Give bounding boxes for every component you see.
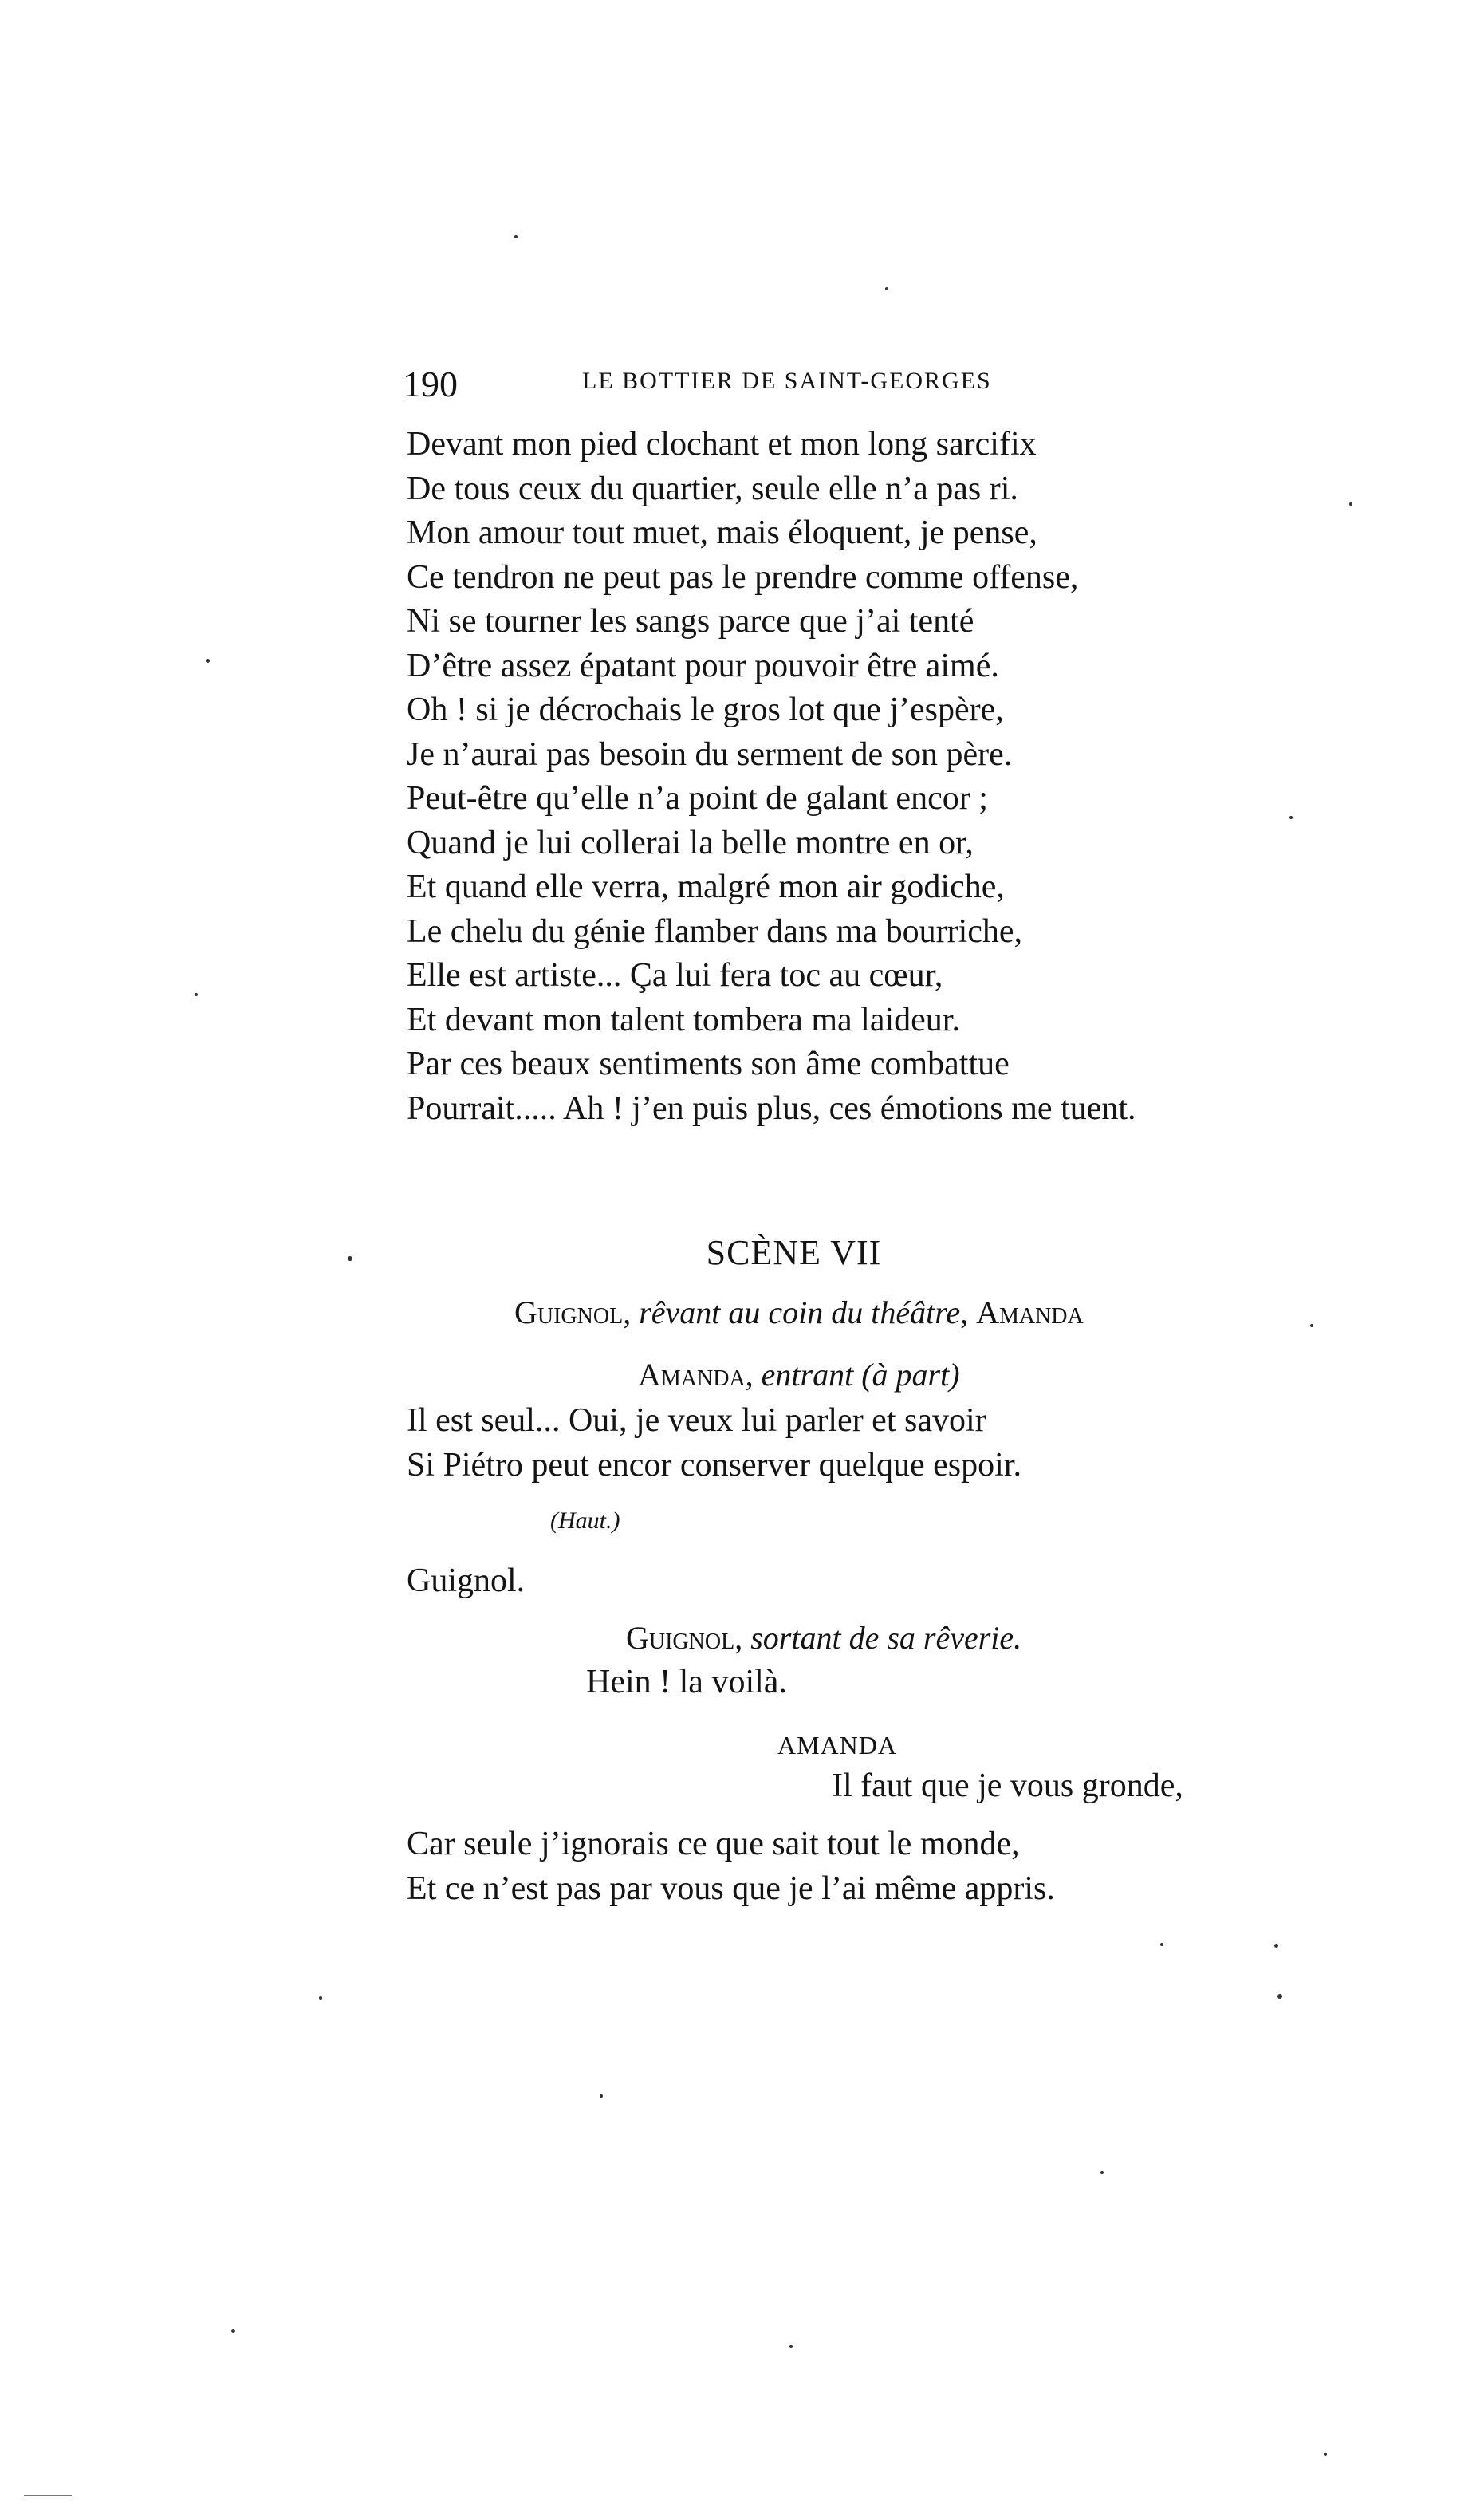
cast-name-amanda: Amanda [976, 1294, 1084, 1330]
scan-speck [1310, 1324, 1313, 1327]
scan-speck [1349, 502, 1352, 506]
page-number: 190 [403, 364, 458, 404]
verse-line: D’être assez épatant pour pouvoir être aimé. [407, 647, 999, 684]
verse-line-guignol-call: Guignol. [407, 1562, 526, 1599]
verse-line: Elle est artiste... Ça lui fera toc au cœur, [407, 957, 943, 994]
scan-speck [1160, 1943, 1163, 1946]
verse-line: Par ces beaux sentiments son âme combattue [407, 1046, 1010, 1082]
speaker-name: Amanda [638, 1357, 746, 1393]
scan-speck [195, 993, 198, 996]
verse-line: Et quand elle verra, malgré mon air godiche, [407, 869, 1005, 905]
verse-line: Car seule j’ignorais ce que sait tout le monde, [407, 1826, 1020, 1862]
scan-speck [789, 2345, 793, 2348]
scan-speck [348, 1256, 352, 1261]
verse-block [407, 423, 1236, 1131]
verse-line: De tous ceux du quartier, seule elle n’a pas ri. [407, 470, 1018, 507]
verse-line: Quand je lui collerai la belle montre en or, [407, 824, 974, 861]
verse-line-reply: Hein ! la voilà. [586, 1664, 787, 1700]
verse-line: Le chelu du génie flamber dans ma bourriche, [407, 912, 1023, 950]
verse-line: Mon amour tout muet, mais éloquent, je pense, [407, 514, 1037, 551]
verse-line: Si Piétro peut encor conserver quelque espoir. [407, 1446, 1021, 1484]
verse-line: Il est seul... Oui, je veux lui parler et savoir [407, 1402, 986, 1439]
scan-speck [1274, 1944, 1278, 1948]
scan-speck [1324, 2453, 1327, 2456]
cast-direction: rêvant au coin du théâtre [639, 1294, 961, 1330]
scene-heading: SCÈNE VII [706, 1233, 882, 1272]
cast-name-guignol: Guignol [514, 1294, 624, 1330]
speaker-direction: entrant (à part) [761, 1357, 960, 1393]
speaker-guignol: Guignol, sortant de sa rêverie. [626, 1620, 1022, 1656]
scan-speck [319, 1996, 322, 2000]
scan-speck [1100, 2171, 1104, 2174]
verse-line-first: Il faut que je vous gronde, [832, 1767, 1183, 1804]
verse-line: Peut-être qu’elle n’a point de galant encor ; [407, 780, 988, 817]
scan-speck [1277, 1994, 1282, 1999]
speaker-amanda: Amanda, entrant (à part) [638, 1357, 960, 1393]
running-title: LE BOTTIER DE SAINT-GEORGES [582, 368, 992, 394]
dialog-amanda-2 [407, 1822, 1055, 1911]
dialog-amanda [407, 1399, 1021, 1487]
scan-speck [231, 2329, 235, 2333]
scan-speck [1289, 816, 1293, 819]
scan-speck [600, 2094, 603, 2098]
stage-direction: (Haut.) [550, 1507, 620, 1534]
speaker-direction: sortant de sa rêverie. [750, 1620, 1022, 1656]
verse-line: Et ce n’est pas par vous que je l’ai même appris. [407, 1870, 1055, 1907]
verse-line: Ni se tourner les sangs parce que j’ai tenté [407, 603, 974, 640]
verse-line: Ce tendron ne peut pas le prendre comme offense, [407, 558, 1079, 596]
verse-line: Pourrait..... Ah ! j’en puis plus, ces émotions me tuent. [407, 1089, 1136, 1127]
running-head [403, 363, 1057, 411]
scan-speck [24, 2495, 72, 2496]
speaker-name: Guignol [626, 1620, 735, 1656]
verse-line: Je n’aurai pas besoin du serment de son père. [407, 735, 1013, 773]
scan-speck [514, 235, 518, 238]
scan-speck [206, 659, 210, 663]
verse-line: Et devant mon talent tombera ma laideur. [407, 1001, 960, 1038]
scan-speck [885, 287, 888, 290]
cast-list: Guignol, rêvant au coin du théâtre, Amanda [514, 1294, 1084, 1330]
speaker-amanda-2: AMANDA [777, 1731, 897, 1759]
verse-line: Oh ! si je décrochais le gros lot que j’espère, [407, 692, 1004, 728]
verse-line: Devant mon pied clochant et mon long sarcifix [407, 426, 1037, 463]
